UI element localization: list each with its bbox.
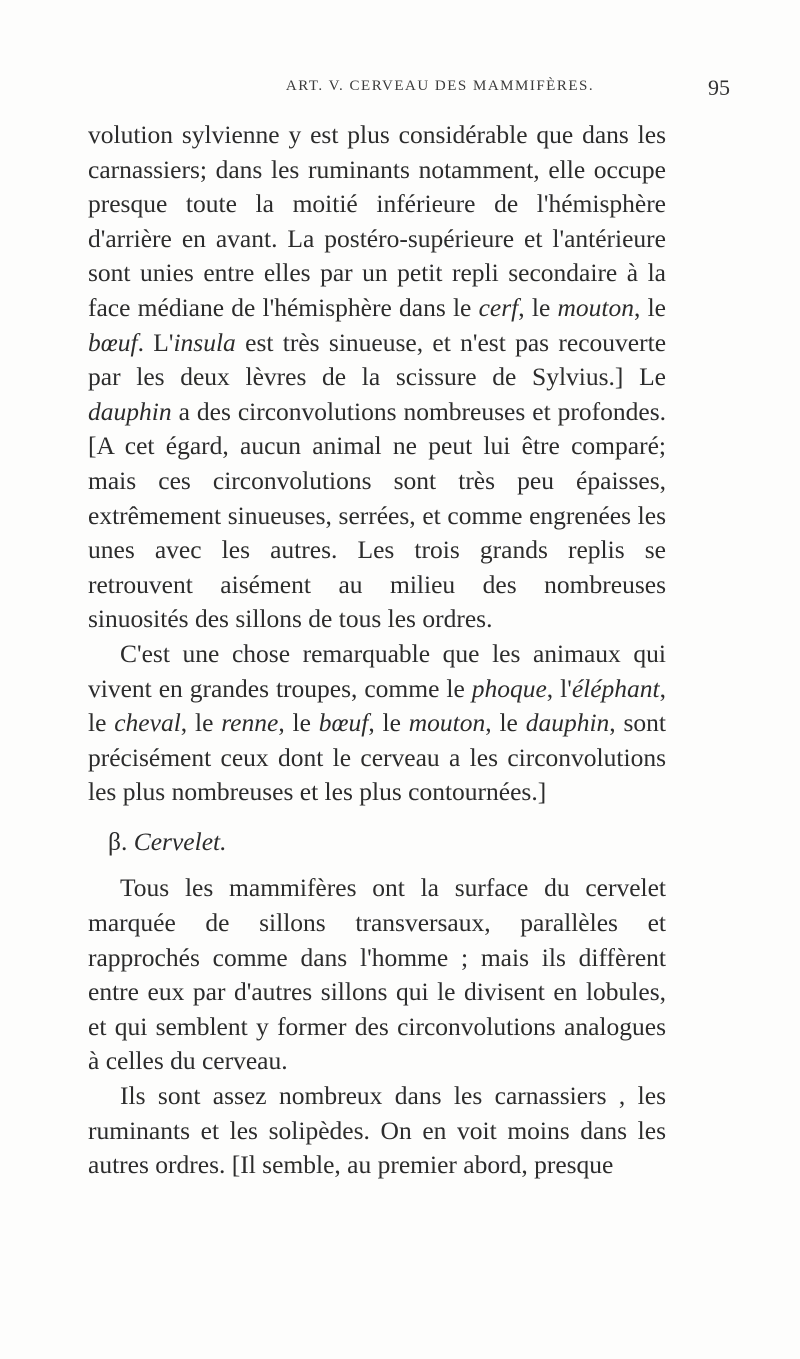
text-run: . L' — [137, 327, 174, 357]
italic-term: dauphin — [525, 708, 610, 738]
text-run: a des circonvolutions nombreuses et profondes. [A cet égard, aucun animal ne peut lui être comparé; mais ces circonvolutions sont très peu épaisses, extrêmement sinueuses, serrées, et comme engrenées les unes avec les autres. Les trois grands replis se retrouvent aisément au milieu des nombreuses sinuosités des sillons de tous les ordres. — [88, 396, 666, 634]
body-text — [88, 118, 666, 1183]
text-run: , le — [278, 708, 319, 738]
italic-term: bœuf — [88, 327, 138, 357]
italic-term: mouton — [408, 708, 486, 738]
italic-term: insula — [173, 327, 236, 357]
section-heading — [108, 825, 666, 860]
text-run: C'est une chose remarquable que les animaux qui vivent en grandes troupes, comme le — [88, 638, 666, 703]
text-run: , le — [485, 708, 526, 738]
text-run: Ils sont assez nombreux dans les carnassiers , les ruminants et les solipèdes. On en voit moins dans les autres ordres. [Il semble, au premier abord, presque — [88, 1081, 666, 1180]
running-title: ART. V. CERVEAU DES MAMMIFÈRES. — [285, 78, 595, 94]
italic-term: éléphant — [571, 673, 660, 703]
text-run: Tous les mammifères ont la surface du cervelet marquée de sillons transversaux, parallèles et rapprochés comme dans l'homme ; mais ils diffèrent entre eux par d'autres sillons qui le divisent en lobules, et qui semblent y former des circonvolutions analogues à celles du cerveau. — [88, 873, 666, 1076]
italic-term: dauphin — [88, 396, 172, 426]
italic-term: renne — [221, 708, 279, 738]
text-run: volution sylvienne y est plus considérable que dans les carnassiers; dans les ruminants notamment, elle occupe presque toute la moitié inférieure de l'hémisphère d'arrière en avant. La postéro-supérieure et l'antérieure sont unies entre elles par un petit repli secondaire à la face médiane de l'hémisphère dans le — [88, 120, 666, 322]
text-run: est très sinueuse, et n'est pas recouverte par les deux lèvres de la scissure de Sylvius.] Le — [88, 327, 667, 392]
paragraph — [88, 118, 666, 637]
text-run: , le — [518, 292, 558, 322]
paragraph — [88, 871, 666, 1079]
text-run: , sont précisément ceux dont le cerveau a les circonvolutions les plus nombreuses et les plus contournées.] — [88, 708, 666, 807]
paragraph-group-after — [88, 871, 666, 1182]
page-header — [70, 75, 730, 108]
italic-term: phoque — [471, 673, 547, 703]
italic-term: mouton — [557, 292, 634, 322]
italic-term: cerf — [478, 292, 519, 322]
paragraph — [88, 637, 666, 810]
text-run: , le — [180, 708, 222, 738]
section-title: Cervelet. — [133, 826, 227, 856]
text-run: , le — [634, 292, 667, 322]
text-run: , l' — [546, 673, 572, 703]
italic-term: cheval — [114, 708, 181, 738]
paragraph-group-before — [88, 118, 666, 810]
section-letter: β. — [108, 826, 128, 856]
page-number: 95 — [708, 75, 730, 100]
text-run: , le — [88, 673, 666, 738]
paragraph — [88, 1079, 666, 1183]
text-run: , le — [368, 708, 409, 738]
italic-term: bœuf — [318, 708, 369, 738]
